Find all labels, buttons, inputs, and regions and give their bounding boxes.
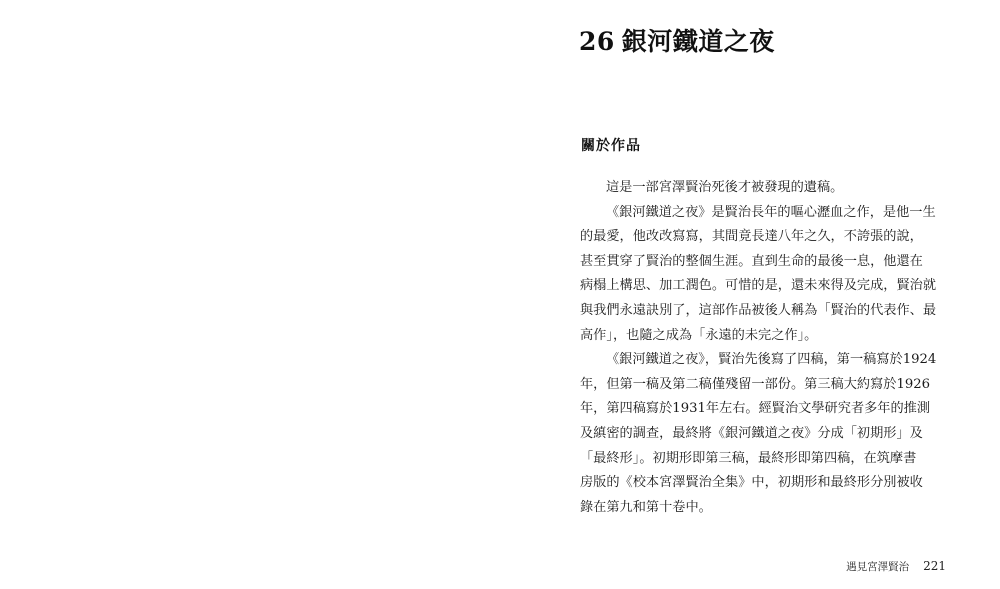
paragraph-2-line: 《銀河鐵道之夜》是賢治長年的嘔心瀝血之作，是他一生 (606, 204, 936, 220)
right-page (500, 0, 1000, 589)
page-number: 221 (923, 559, 946, 573)
paragraph-3-line: 「最終形」。初期形即第三稿，最終形即第四稿，在筑摩書 (580, 450, 917, 466)
paragraph-3-line: 年，第四稿寫於1931年左右。經賢治文學研究者多年的推測 (580, 401, 931, 417)
paragraph-3-line: 房版的《校本宮澤賢治全集》中，初期形和最終形分別被收 (580, 475, 923, 491)
paragraph-2-line: 甚至貫穿了賢治的整個生涯。直到生命的最後一息，他還在 (580, 253, 923, 269)
paragraph-3-line: 《銀河鐵道之夜》，賢治先後寫了四稿，第一稿寫於1924 (606, 352, 937, 368)
paragraph-3-line: 年，但第一稿及第二稿僅殘留一部份。第三稿大約寫於1926 (580, 376, 931, 392)
paragraph-3-line: 錄在第九和第十卷中。 (580, 499, 712, 515)
paragraph-1-line: 這是一部宮澤賢治死後才被發現的遺稿。 (606, 180, 844, 195)
chapter-number: 26 (579, 27, 615, 56)
body-text (580, 176, 937, 520)
footer-book-title: 遇見宮澤賢治 (846, 561, 910, 573)
section-heading: 關於作品 (581, 138, 641, 154)
chapter-title-text: 銀河鐵道之夜 (621, 27, 775, 56)
paragraph-2-line: 病榻上構思、加工潤色。可惜的是，還未來得及完成，賢治就 (580, 278, 937, 294)
paragraph-2-line: 的最愛，他改改寫寫，其間竟長達八年之久，不誇張的說， (580, 229, 923, 245)
running-footer (846, 559, 946, 574)
chapter-title (579, 22, 775, 58)
paragraph-3-line: 及縝密的調查，最終將《銀河鐵道之夜》分成「初期形」及 (580, 425, 923, 441)
paragraph-2-line: 高作」，也隨之成為「永遠的未完之作」。 (580, 327, 818, 343)
paragraph-2-line: 與我們永遠訣別了，這部作品被後人稱為「賢治的代表作、最 (580, 302, 937, 318)
